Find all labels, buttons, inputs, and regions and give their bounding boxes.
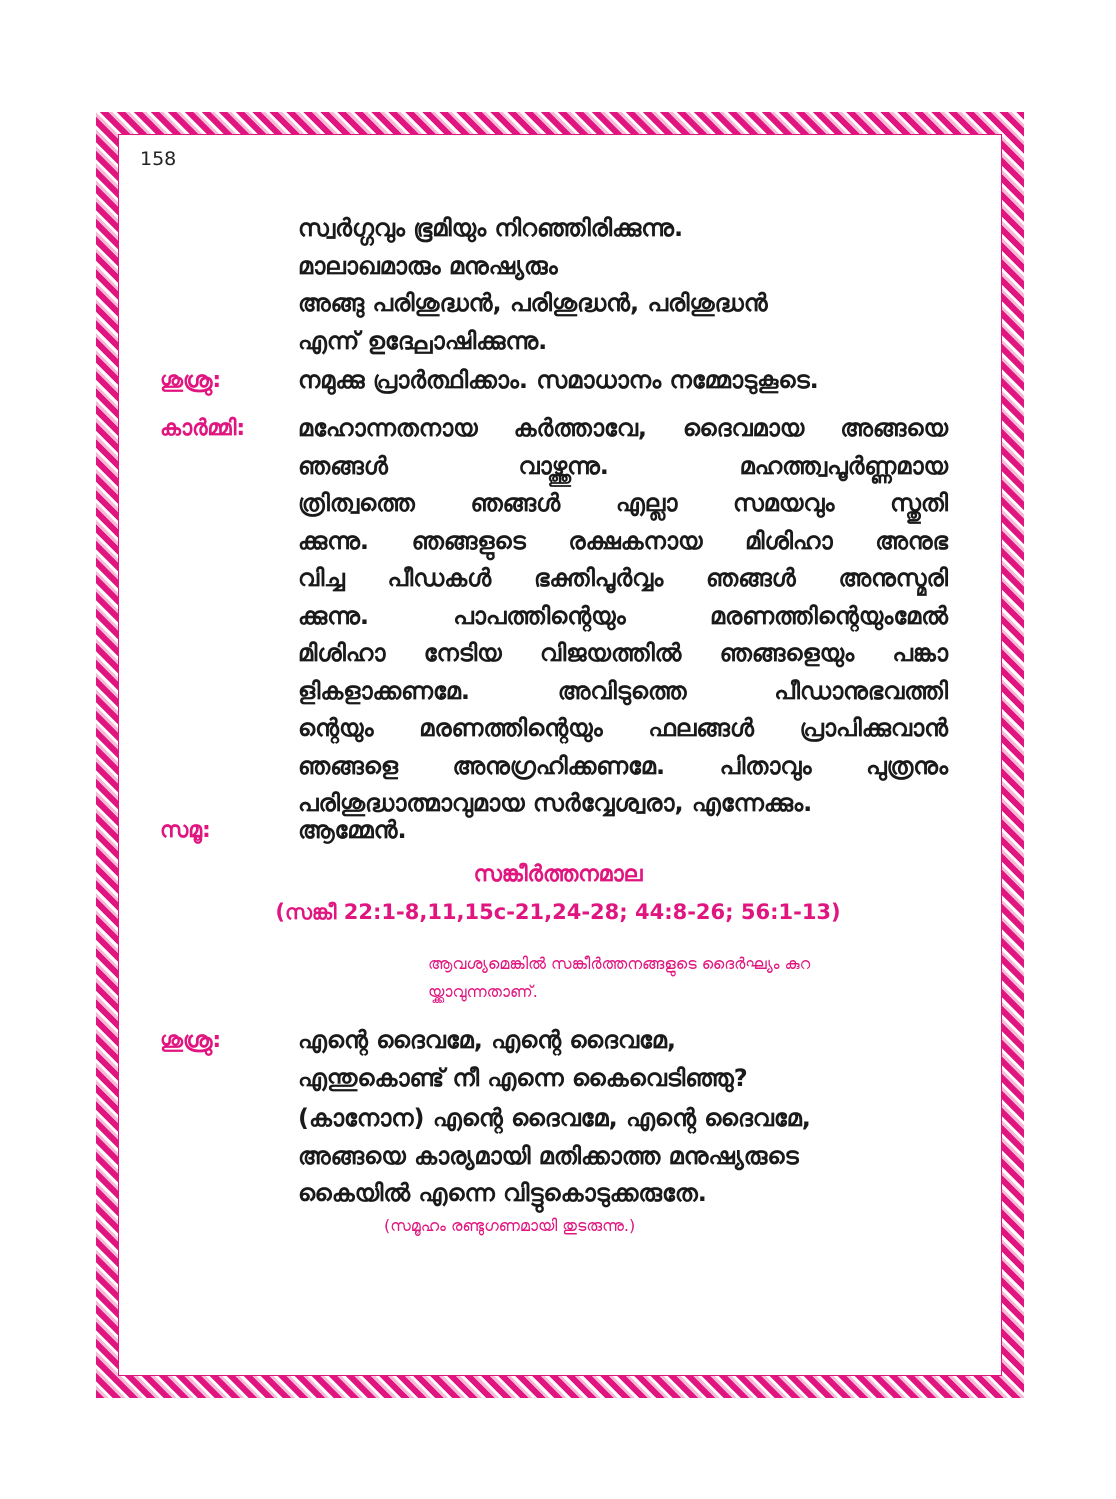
text-line: സ്വർഗ്ഗവും ഭൂമിയും നിറഞ്ഞിരിക്കുന്നു. xyxy=(298,214,684,242)
prayer-text xyxy=(298,410,948,823)
rubric-note xyxy=(428,950,968,1006)
text-line: എന്തുകൊണ്ട് നീ എന്നെ കൈവെടിഞ്ഞു? xyxy=(298,1063,748,1092)
text-line: മാലാഖമാരും മനുഷ്യരും xyxy=(298,251,558,280)
canon-text xyxy=(298,1100,948,1213)
response-text xyxy=(298,812,948,850)
text-line: ക്കുന്നു. പാപത്തിന്റെയും മരണത്തിന്റെയുംമേൽ xyxy=(298,601,948,630)
text-line: ആമ്മേൻ. xyxy=(298,816,407,844)
closing-rubric: (സമൂഹം രണ്ടുഗണമായി തുടരുന്നു.) xyxy=(384,1216,636,1235)
text-line: എന്റെ ദൈവമേ, എന്റെ ദൈവമേ, xyxy=(298,1026,677,1054)
psalm-reference: (സങ്കീ 22:1-8,11,15c-21,24-28; 44:8-26; 56:1-13) xyxy=(275,900,841,924)
text-line: അങ്ങു പരിശുദ്ധൻ, പരിശുദ്ധൻ, പരിശുദ്ധൻ xyxy=(298,289,768,317)
text-line: എന്ന് ഉദ്ഘോഷിക്കുന്നു. xyxy=(298,326,548,355)
page-number: 158 xyxy=(140,148,177,170)
psalm-heading: സങ്കീർത്തനമാല xyxy=(473,862,643,887)
deacon-response-2 xyxy=(160,1022,960,1102)
congregation-response xyxy=(160,812,960,852)
text-line: കൈയിൽ എന്നെ വിട്ടുകൊടുക്കരുതേ. xyxy=(298,1179,707,1207)
text-line: ഞങ്ങൾ വാഴ്ത്തുന്നു. മഹത്ത്വപൂർണ്ണമായ xyxy=(298,451,948,480)
text-line: ന്റെയും മരണത്തിന്റെയും ഫലങ്ങൾ പ്രാപിക്കുവാൻ xyxy=(298,714,948,742)
rubric-line: ആവശ്യമെങ്കിൽ സങ്കീർത്തനങ്ങളുടെ ദൈർഘ്യം കുറ xyxy=(428,954,811,973)
celebrant-prayer xyxy=(160,410,960,830)
text-line: മഹോന്നതനായ കർത്താവേ, ദൈവമായ അങ്ങയെ xyxy=(298,414,948,442)
canon-section xyxy=(160,1100,960,1220)
text-line: (കാനോന) എന്റെ ദൈവമേ, എന്റെ ദൈവമേ, xyxy=(298,1104,811,1132)
text-line: അങ്ങയെ കാര്യമായി മതിക്കാത്ത മനുഷ്യരുടെ xyxy=(298,1141,799,1170)
text-line: ക്കുന്നു. ഞങ്ങളുടെ രക്ഷകനായ മിശിഹാ അനുഭ xyxy=(298,526,948,555)
opening-section xyxy=(160,210,960,370)
opening-text xyxy=(298,210,948,360)
speaker-label: സമൂ: xyxy=(160,818,211,843)
rubric-line: യ്ക്കാവുന്നതാണ്. xyxy=(428,982,538,1001)
text-line: വിച്ച പീഡകൾ ഭക്തിപൂർവ്വം ഞങ്ങൾ അനുസ്മരി xyxy=(298,564,948,592)
text-line: പരിശുദ്ധാത്മാവുമായ സർവ്വേശ്വരാ, എന്നേക്കും. xyxy=(298,789,813,817)
response-text xyxy=(298,1022,948,1097)
response-text xyxy=(298,362,948,400)
text-line: ളികളാക്കണമേ. അവിടുത്തെ പീഡാനുഭവത്തി xyxy=(298,676,948,705)
deacon-response-1 xyxy=(160,362,960,402)
speaker-label: ശുശ്രു: xyxy=(160,1028,222,1053)
text-line: നമുക്കു പ്രാർത്ഥിക്കാം. സമാധാനം നമ്മോടുകൂടെ. xyxy=(298,366,819,394)
text-line: മിശിഹാ നേടിയ വിജയത്തിൽ ഞങ്ങളെയും പങ്കാ xyxy=(298,639,948,667)
text-line: ഞങ്ങളെ അനുഗ്രഹിക്കണമേ. പിതാവും പുത്രനും xyxy=(298,751,948,780)
speaker-label: കാർമ്മി: xyxy=(160,416,246,441)
text-line: ത്രിത്വത്തെ ഞങ്ങൾ എല്ലാ സമയവും സ്തുതി xyxy=(298,489,948,517)
speaker-label: ശുശ്രു: xyxy=(160,368,222,393)
